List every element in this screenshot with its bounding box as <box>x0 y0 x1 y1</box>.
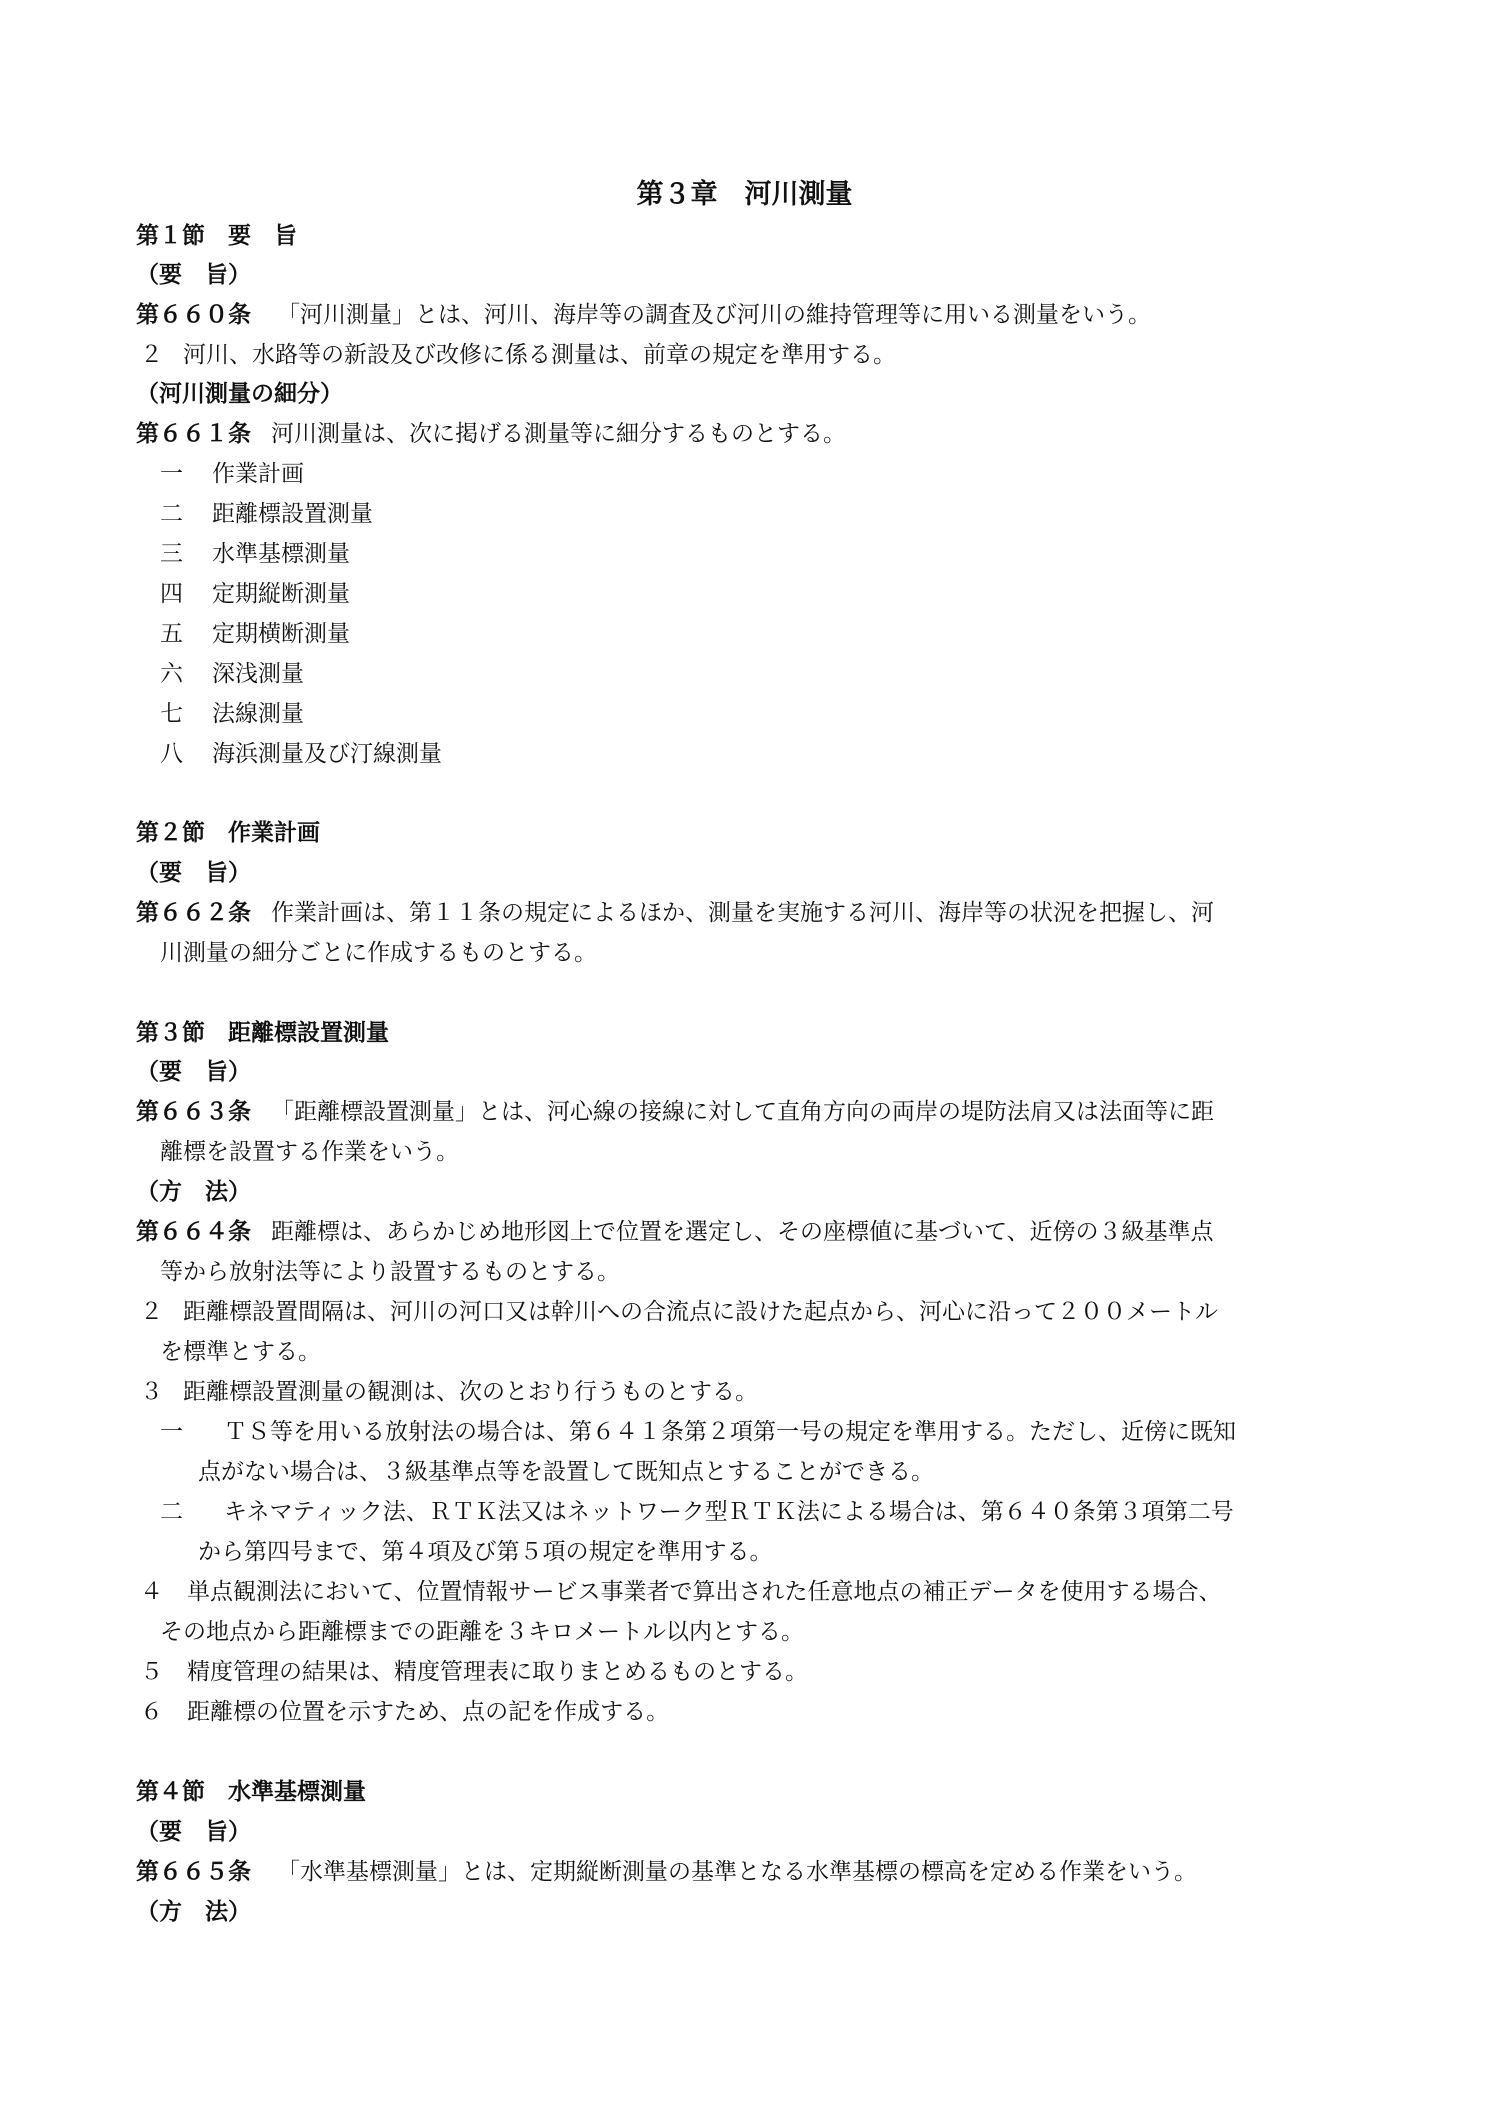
article-660-text: 「河川測量」とは、河川、海岸等の調査及び河川の維持管理等に用いる測量をいう。 <box>277 302 1151 328</box>
paragraph-3-item-1 <box>160 1417 1236 1447</box>
article-660-paragraph-2 <box>140 340 896 370</box>
article-664-label: 第６６４条 <box>136 1219 251 1245</box>
article-665-label: 第６６５条 <box>136 1859 251 1885</box>
article-662-label: 第６６２条 <box>136 900 251 926</box>
paragraph-number: ２ <box>140 1299 163 1325</box>
list-item: 一 作業計画 <box>160 461 304 487</box>
section-3-caption-method: （方 法） <box>136 1179 251 1205</box>
paragraph-continuation: を標準とする。 <box>160 1339 321 1365</box>
article-660 <box>136 300 1151 330</box>
paragraph-3-item-2 <box>160 1497 1234 1527</box>
list-item: 八 海浜測量及び汀線測量 <box>160 741 442 767</box>
article-664 <box>136 1217 1214 1247</box>
section-1-caption-summary: （要 旨） <box>136 262 251 288</box>
paragraph-number: ３ <box>140 1379 163 1405</box>
section-3-heading: 第３節 距離標設置測量 <box>136 1020 389 1046</box>
article-661-text: 河川測量は、次に掲げる測量等に細分するものとする。 <box>271 421 846 447</box>
item-text: ＴＳ等を用いる放射法の場合は、第６４１条第２項第一号の規定を準用する。ただし、近傍に既知 <box>224 1419 1236 1445</box>
item-number: 一 <box>160 1419 183 1445</box>
section-4-caption-method: （方 法） <box>136 1899 251 1925</box>
article-662-continuation: 川測量の細分ごとに作成するものとする。 <box>160 940 597 966</box>
item-number: 二 <box>160 1499 183 1525</box>
list-item: 五 定期横断測量 <box>160 621 350 647</box>
list-item: 三 水準基標測量 <box>160 541 350 567</box>
section-3-caption-summary: （要 旨） <box>136 1059 251 1085</box>
paragraph-text: 河川、水路等の新設及び改修に係る測量は、前章の規定を準用する。 <box>183 342 896 368</box>
paragraph-text: 単点観測法において、位置情報サービス事業者で算出された任意地点の補正データを使用する場合、 <box>187 1579 1222 1605</box>
article-663-text: 「距離標設置測量」とは、河心線の接線に対して直角方向の両岸の堤防法肩又は法面等に距 <box>271 1099 1214 1125</box>
item-continuation: から第四号まで、第４項及び第５項の規定を準用する。 <box>198 1539 773 1565</box>
section-4-caption-summary: （要 旨） <box>136 1819 251 1845</box>
article-665 <box>136 1857 1197 1887</box>
paragraph-number: ６ <box>140 1699 163 1725</box>
paragraph-text: 距離標設置測量の観測は、次のとおり行うものとする。 <box>183 1379 758 1405</box>
section-1-heading: 第１節 要 旨 <box>136 223 297 249</box>
article-662 <box>136 898 1214 928</box>
article-662-text: 作業計画は、第１１条の規定によるほか、測量を実施する河川、海岸等の状況を把握し、河 <box>271 900 1214 926</box>
article-663-continuation: 離標を設置する作業をいう。 <box>160 1139 459 1165</box>
paragraph-text: 距離標設置間隔は、河川の河口又は幹川への合流点に設けた起点から、河心に沿って２００メートル <box>183 1299 1218 1325</box>
paragraph-number: ４ <box>140 1579 163 1605</box>
article-665-text: 「水準基標測量」とは、定期縦断測量の基準となる水準基標の標高を定める作業をいう。 <box>277 1859 1197 1885</box>
section-4-heading: 第４節 水準基標測量 <box>136 1779 366 1805</box>
paragraph-text: 精度管理の結果は、精度管理表に取りまとめるものとする。 <box>187 1659 808 1685</box>
item-continuation: 点がない場合は、３級基準点等を設置して既知点とすることができる。 <box>198 1459 934 1485</box>
chapter-title: 第３章 河川測量 <box>636 179 853 210</box>
section-2-caption-summary: （要 旨） <box>136 860 251 886</box>
article-664-paragraph-4 <box>140 1577 1222 1607</box>
article-664-paragraph-2 <box>140 1297 1218 1327</box>
list-item: 四 定期縦断測量 <box>160 581 350 607</box>
article-664-paragraph-5 <box>140 1657 808 1687</box>
list-item: 七 法線測量 <box>160 701 304 727</box>
article-660-label: 第６６０条 <box>136 302 251 328</box>
paragraph-continuation: その地点から距離標までの距離を３キロメートル以内とする。 <box>160 1619 804 1645</box>
article-664-paragraph-6 <box>140 1697 669 1727</box>
list-item: 二 距離標設置測量 <box>160 501 373 527</box>
section-2-heading: 第２節 作業計画 <box>136 820 320 846</box>
article-663-label: 第６６３条 <box>136 1099 251 1125</box>
article-664-text: 距離標は、あらかじめ地形図上で位置を選定し、その座標値に基づいて、近傍の３級基準点 <box>271 1219 1214 1245</box>
paragraph-text: 距離標の位置を示すため、点の記を作成する。 <box>187 1699 670 1725</box>
article-661 <box>136 419 846 449</box>
article-663 <box>136 1097 1214 1127</box>
article-664-continuation: 等から放射法等により設置するものとする。 <box>160 1259 620 1285</box>
article-664-paragraph-3 <box>140 1377 758 1407</box>
list-item: 六 深浅測量 <box>160 661 304 687</box>
paragraph-number: ２ <box>140 342 163 368</box>
item-text: キネマティック法、ＲＴＫ法又はネットワーク型ＲＴＫ法による場合は、第６４０条第３項第二号 <box>224 1499 1234 1525</box>
article-661-label: 第６６１条 <box>136 421 251 447</box>
paragraph-number: ５ <box>140 1659 163 1685</box>
section-1-caption-subdivision: （河川測量の細分） <box>136 381 343 407</box>
